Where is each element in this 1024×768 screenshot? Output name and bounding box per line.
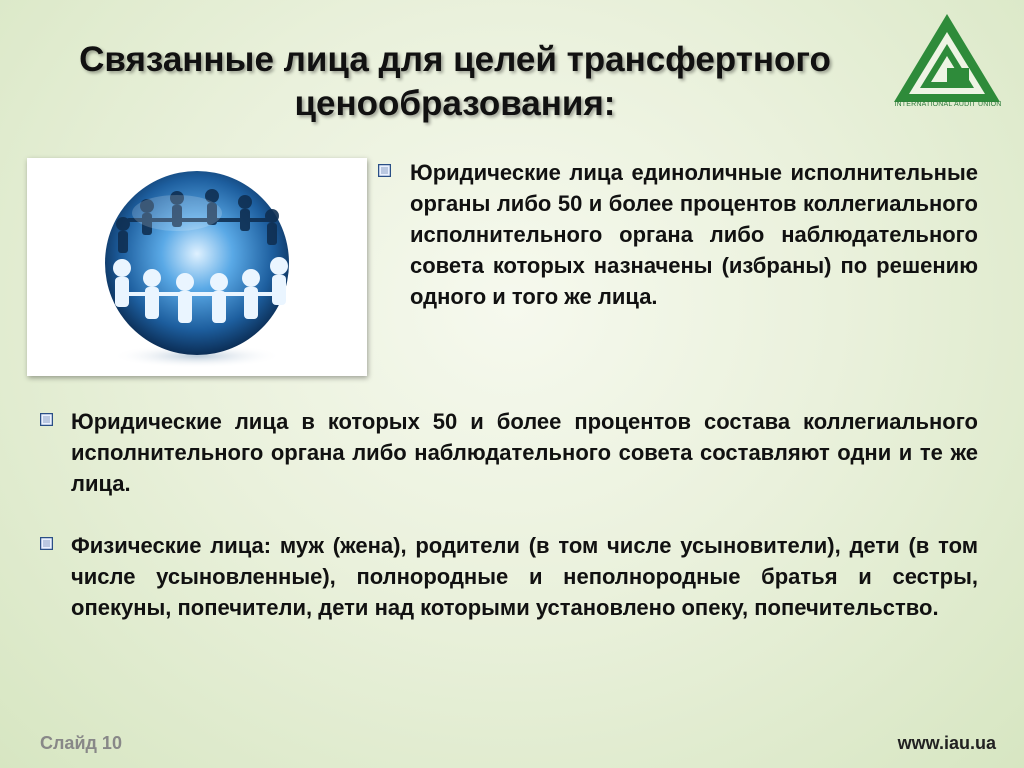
- iau-logo: [892, 12, 1002, 112]
- bullet-item-3: [40, 530, 978, 623]
- slide-number: Слайд 10: [40, 733, 122, 753]
- bullet-text-3: Физические лица: муж (жена), родители (в том числе усыновители), дети (в том числе усыновленные), полнородные и неполнородные братья и сестры, опекуны, попечители, дети над которыми установлено опеку, попечительство.: [71, 533, 978, 620]
- checkbox-bullet-icon: [378, 164, 391, 177]
- bullet-item-2: [40, 406, 978, 499]
- globe-people-icon: [27, 158, 367, 376]
- bullet-text-2: Юридические лица в которых 50 и более процентов состава коллегиального исполнительного органа либо наблюдательного совета составляют одни и те же лица.: [71, 409, 978, 496]
- triangle-logo-icon: [892, 12, 1002, 112]
- checkbox-bullet-icon: [40, 537, 53, 550]
- checkbox-bullet-icon: [40, 413, 53, 426]
- website-link[interactable]: www.iau.ua: [897, 733, 996, 753]
- slide-title: Связанные лица для целей трансфертного ценообразования:: [79, 40, 831, 123]
- bullet-item-1: [378, 157, 978, 312]
- logo-caption: INTERNATIONAL AUDIT UNION: [894, 101, 1002, 108]
- bullet-text-1: Юридические лица единоличные исполнительные органы либо 50 и более процентов коллегиального исполнительного органа либо наблюдательного совета которых назначены (избраны) по решению одного и того же лица.: [410, 160, 978, 309]
- globe-people-image: [27, 158, 367, 376]
